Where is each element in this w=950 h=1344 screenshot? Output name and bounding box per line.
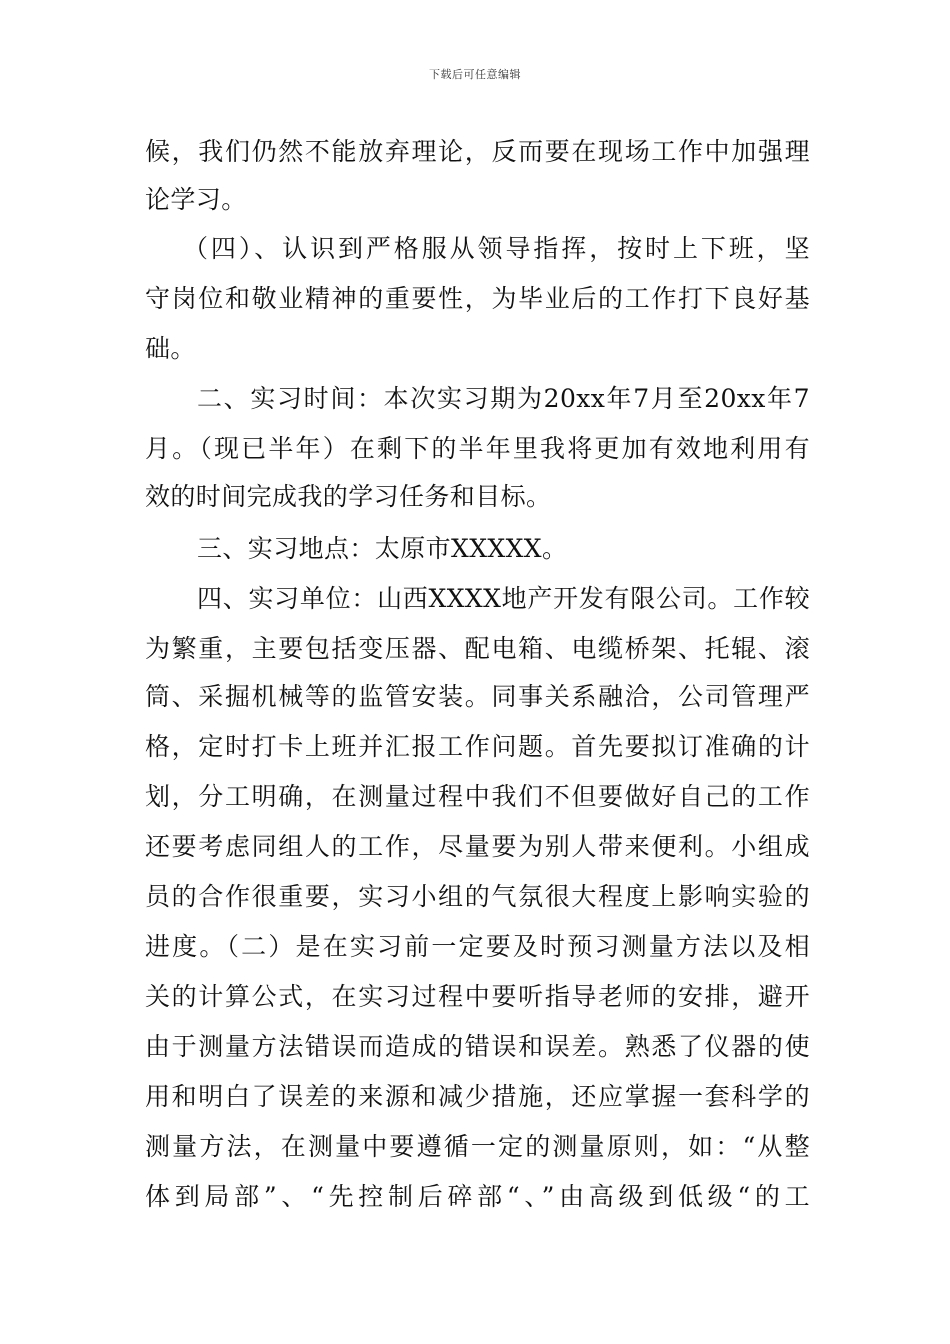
text-line: 由于测量方法错误而造成的错误和误差。熟悉了仪器的使 bbox=[145, 1032, 810, 1061]
text-line: 测量方法，在测量中要遵循一定的测量原则，如：“从整 bbox=[145, 1132, 810, 1161]
text-line: 效的时间完成我的学习任务和目标。 bbox=[145, 482, 552, 511]
paragraph-first-line: 四、实习单位：山西XXXX地产开发有限公司。工作较 bbox=[197, 584, 810, 613]
text-line: 础。 bbox=[145, 334, 196, 363]
text-line: 划，分工明确，在测量过程中我们不但要做好自己的工作 bbox=[145, 782, 810, 811]
text-line: 员的合作很重要，实习小组的气氛很大程度上影响实验的 bbox=[145, 882, 810, 911]
text-line: 还要考虑同组人的工作，尽量要为别人带来便利。小组成 bbox=[145, 832, 810, 861]
text-line: 体到局部”、“先控制后碎部“、”由高级到低级“的工 bbox=[145, 1182, 810, 1211]
text-line: 为繁重，主要包括变压器、配电箱、电缆桥架、托辊、滚 bbox=[145, 634, 810, 663]
text-line: 用和明白了误差的来源和减少措施，还应掌握一套科学的 bbox=[145, 1082, 810, 1111]
paragraph-first-line: 二、实习时间：本次实习期为20xx年7月至20xx年7 bbox=[197, 384, 810, 413]
page-header: 下载后可任意编辑 bbox=[429, 68, 521, 81]
paragraph-first-line: 三、实习地点：太原市XXXXX。 bbox=[197, 534, 568, 563]
text-line: 论学习。 bbox=[145, 185, 247, 214]
text-line: 关的计算公式，在实习过程中要听指导老师的安排，避开 bbox=[145, 982, 810, 1011]
text-line: 进度。（二）是在实习前一定要及时预习测量方法以及相 bbox=[145, 932, 810, 961]
text-line: 格，定时打卡上班并汇报工作问题。首先要拟订准确的计 bbox=[145, 732, 810, 761]
text-line: 候，我们仍然不能放弃理论，反而要在现场工作中加强理 bbox=[145, 137, 810, 166]
paragraph-first-line: （四）、认识到严格服从领导指挥，按时上下班，坚 bbox=[183, 234, 810, 263]
text-line: 月。（现已半年）在剩下的半年里我将更加有效地利用有 bbox=[145, 434, 810, 463]
text-line: 守岗位和敬业精神的重要性，为毕业后的工作打下良好基 bbox=[145, 284, 810, 313]
text-line: 筒、采掘机械等的监管安装。同事关系融洽，公司管理严 bbox=[145, 682, 810, 711]
